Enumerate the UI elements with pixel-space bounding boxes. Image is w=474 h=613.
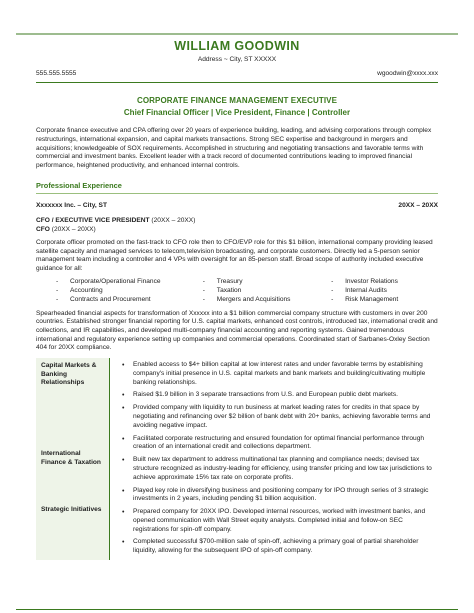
role-2-title: CFO [36, 226, 50, 234]
bottom-border [16, 609, 458, 610]
category-capital-markets: Capital Markets & Banking Relationships [41, 362, 97, 387]
job-dates: 20XX – 20XX [398, 202, 438, 210]
company-name: Xxxxxxx Inc. – City, ST [36, 202, 107, 210]
headline-title: CORPORATE FINANCE MANAGEMENT EXECUTIVE [136, 96, 338, 106]
highlights-categories [36, 358, 110, 560]
experience-paragraph-1: Corporate officer promoted on the fast-track to CFO role then to CFO/EVP role for this $1 billion, international company providing leased satellite capacity and managed services to telecom,television broadcasting, and corporate customers. Directly led a 5-person senior management team including a controller and 4 VPs with oversight for an 85-person staff. Broad scope of authority included executive guidance for all: [36, 238, 433, 273]
experience-paragraph-2: Spearheaded financial aspects for transformation of Xxxxxx into a $1 billion commercial company structure with customers in over 200 countries. Established stronger financial reporting for U.S. capital markets, enhanced cost controls, introduced tax, international credit and collections, and IR capabilities, and developed multi-company financial accounting and reporting systems. Gained tremendous international and regulatory experience setting up companies and commercial operations. Coordinated start of Sarbanes-Oxley Section 404 for 20XX compliance. [36, 309, 438, 352]
highlight-bullet: • Prepared company for 20XX IPO. Developed internal resources, worked with investment banks, and opened communication with Wall Street equity analysts. Completed initial and follow-on SEC registrations for spin-off company. [120, 508, 438, 534]
job-header [36, 202, 438, 211]
role-1-title: CFO / EXECUTIVE VICE PRESIDENT [36, 217, 150, 225]
scope-column-1 [56, 278, 203, 305]
scope-item: - Mergers and Acquisitions [203, 296, 331, 305]
category-international-finance: International Finance & Taxation [41, 450, 101, 466]
scope-item: - Taxation [203, 287, 331, 296]
highlights-table [36, 358, 438, 560]
role-1-dates: (20XX – 20XX) [149, 217, 196, 225]
highlight-bullet: • Completed successful $700-million sale of spin-off, achieving a primary goal of partial shareholder liquidity, allowing for the subsequent IPO of spin-off company. [120, 538, 438, 555]
section-divider [36, 193, 438, 194]
scope-list [36, 278, 438, 305]
highlight-bullet: • Built new tax department to address multinational tax planning and compliance needs; devised tax structure recognized as industry-leading for efficiency, using transfer pricing and low tax jurisdictions to achieve approximate 15% tax rate on corporate profits. [120, 456, 438, 482]
scope-item: - Contracts and Procurement [56, 296, 203, 305]
headline-subtitle: Chief Financial Officer | Vice President, Finance | Controller [123, 107, 351, 117]
candidate-name: WILLIAM GOODWIN [174, 39, 300, 53]
highlight-bullet: • Facilitated corporate restructuring and ensured foundation for optimal financial performance through creation of an international credit and collections department. [120, 435, 438, 452]
highlight-bullet: • Raised $1.9 billion in 3 separate transactions from U.S. and European public debt markets. [120, 391, 438, 400]
roles [36, 217, 438, 235]
role-1 [36, 217, 438, 226]
email[interactable]: wgoodwin@xxxx.xxx [377, 70, 438, 78]
role-2-dates: (20XX – 20XX) [49, 226, 96, 234]
scope-item: - Risk Management [331, 296, 438, 305]
category-strategic-initiatives: Strategic Initiatives [41, 506, 102, 514]
summary-paragraph: Corporate finance executive and CPA offering over 20 years of experience building, leading, and advising corporations through complex restructurings, international expansion, and capital markets transactions. Strong SEC expertise and background in mergers and acquisitions; knowledgeable of SOX requirements. Accomplished in structuring and negotiating transactions and favorable terms with commercial and investment banks. Excellent leader with a track record of documented contributions leading to improved financial performance, heightened productivity, and enhanced internal controls. [36, 127, 432, 169]
highlight-bullet: • Enabled access to $4+ billion capital at low interest rates and under favorable terms by establishing company's initial presence in U.S. capital markets and bank markets and building/cultivating multiple banking relationships. [120, 361, 438, 387]
scope-item: - Internal Audits [331, 287, 438, 296]
contact-row [36, 70, 438, 79]
highlight-bullet: • Provided company with liquidity to run business at market leading rates for credits in that space by negotiating and refinancing over $2 billion of bank debt with 20+ banks, achieving favorable terms and avoiding negative impact. [120, 404, 438, 430]
scope-item: - Investor Relations [331, 278, 438, 287]
highlight-bullet: • Played key role in diversifying business and positioning company for IPO through series of 3 strategic investments in 2 years, including pending $1 billion acquisition. [120, 487, 438, 504]
role-2 [36, 226, 438, 235]
scope-item: - Treasury [203, 278, 331, 287]
highlights-bullets [110, 358, 438, 560]
headline [36, 96, 438, 118]
section-title-experience: Professional Experience [36, 180, 122, 190]
phone: 555.555.5555 [36, 70, 77, 78]
scope-item: - Accounting [56, 287, 203, 296]
address: Address ~ City, ST XXXXX [197, 55, 277, 63]
scope-column-2 [203, 278, 331, 305]
top-border [16, 32, 458, 36]
scope-item: - Corporate/Operational Finance [56, 278, 203, 287]
header-divider [36, 82, 438, 83]
scope-column-3 [331, 278, 438, 305]
